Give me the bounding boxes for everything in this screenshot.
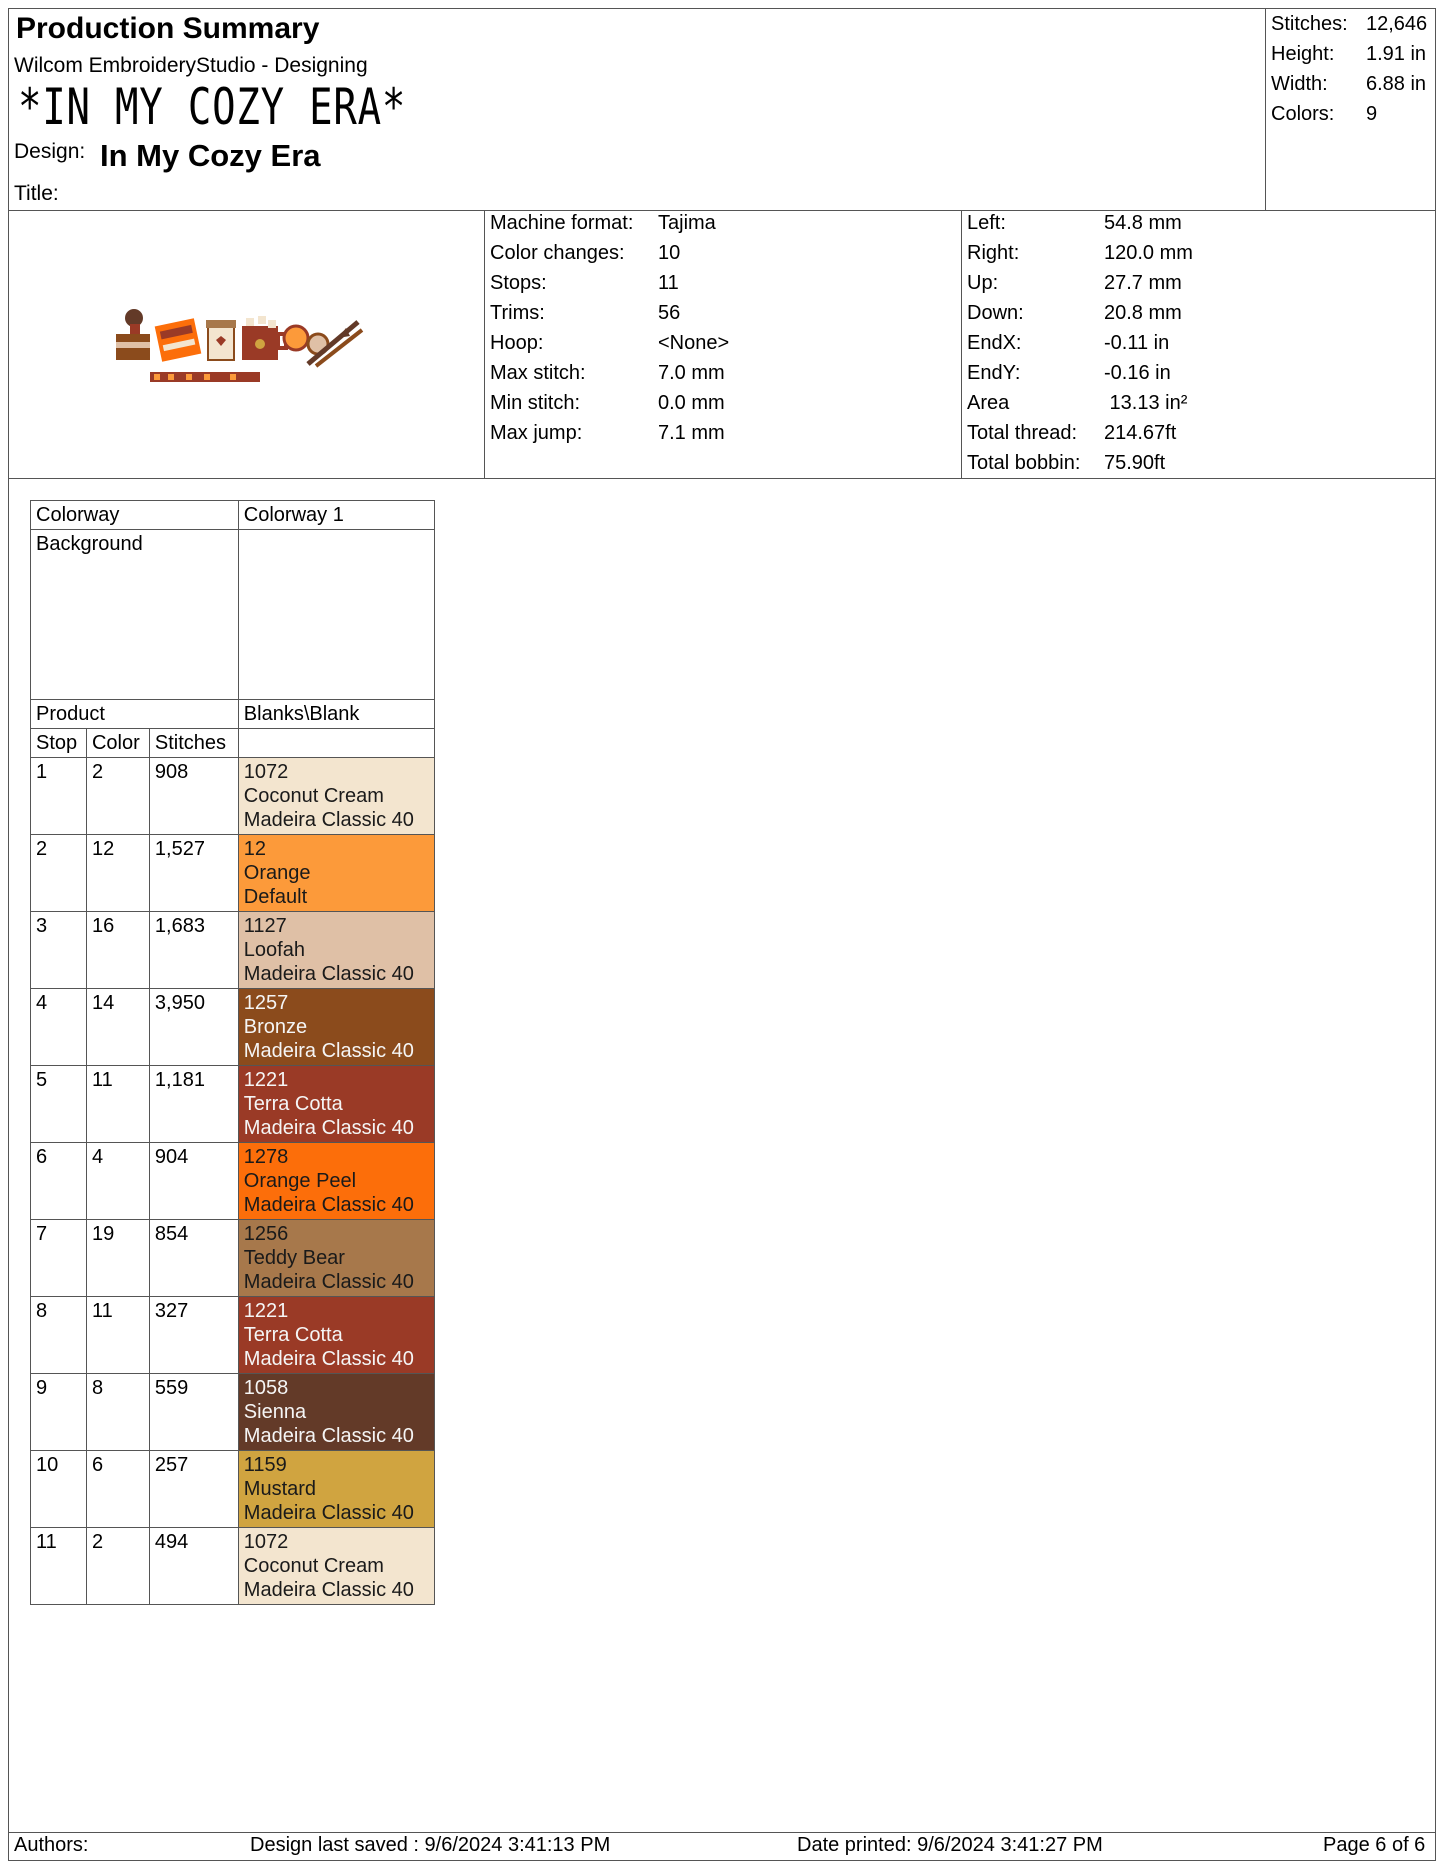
- footer-date-printed: Date printed: 9/6/2024 3:41:27 PM: [797, 1834, 1103, 1856]
- background-row: [31, 530, 435, 700]
- machine-row: [490, 331, 729, 355]
- extents-row: [967, 301, 1193, 325]
- thread-name: Terra Cotta: [243, 1093, 343, 1115]
- extents-row: [967, 241, 1193, 265]
- machine-label: Max jump:: [490, 422, 583, 444]
- summary-value: 9: [1366, 103, 1378, 125]
- footer-page-number: Page 6 of 6: [1323, 1834, 1426, 1856]
- background-swatch: [238, 530, 434, 700]
- thread-brand: Default: [243, 886, 308, 908]
- stop-cell: 7: [31, 1220, 87, 1297]
- extents-label: Left:: [967, 212, 1006, 234]
- machine-row: [490, 211, 729, 235]
- thread-name: Loofah: [243, 939, 305, 961]
- thread-code: 1221: [243, 1300, 289, 1322]
- thread-brand: Madeira Classic 40: [243, 1348, 414, 1370]
- color-cell: 8: [86, 1374, 149, 1451]
- machine-value: 0.0 mm: [658, 392, 725, 414]
- thread-header: [238, 729, 434, 758]
- colorway-table: [30, 500, 435, 1605]
- footer-authors: Authors:: [14, 1834, 89, 1856]
- extents-row: [967, 361, 1193, 385]
- thread-brand: Madeira Classic 40: [243, 809, 414, 831]
- thread-swatch: [238, 835, 434, 912]
- summary-value: 6.88 in: [1366, 73, 1427, 95]
- stitches-cell: 908: [149, 758, 238, 835]
- stitches-cell: 559: [149, 1374, 238, 1451]
- summary-label: Stitches:: [1271, 13, 1348, 35]
- machine-value: <None>: [658, 332, 730, 354]
- machine-label: Color changes:: [490, 242, 625, 264]
- machine-info: [490, 211, 729, 445]
- extents-value: 75.90ft: [1104, 452, 1166, 474]
- extents-label: EndY:: [967, 362, 1021, 384]
- thread-name: Sienna: [243, 1401, 307, 1423]
- stitches-cell: 327: [149, 1297, 238, 1374]
- extents-label: Right:: [967, 242, 1020, 264]
- extents-value: 20.8 mm: [1104, 302, 1182, 324]
- colorway-value: Colorway 1: [238, 501, 434, 530]
- summary-value: 1.91 in: [1366, 43, 1427, 65]
- extents-value: 120.0 mm: [1104, 242, 1193, 264]
- extents-value: 13.13 in²: [1104, 392, 1188, 414]
- stitches-cell: 1,683: [149, 912, 238, 989]
- stitches-cell: 494: [149, 1528, 238, 1605]
- stop-header: Stop: [31, 729, 87, 758]
- machine-value: 56: [658, 302, 681, 324]
- extents-label: Area: [967, 392, 1010, 414]
- thread-swatch: [238, 1297, 434, 1374]
- machine-row: [490, 391, 729, 415]
- extents-value: 54.8 mm: [1104, 212, 1182, 234]
- stitches-cell: 3,950: [149, 989, 238, 1066]
- machine-row: [490, 241, 729, 265]
- extents-info: [967, 211, 1193, 475]
- thread-brand: Madeira Classic 40: [243, 1040, 414, 1062]
- divider: [8, 478, 1436, 479]
- thread-swatch: [238, 912, 434, 989]
- summary-row: [1271, 102, 1427, 126]
- thread-swatch: [238, 1528, 434, 1605]
- thread-code: 1256: [243, 1223, 289, 1245]
- extents-row: [967, 211, 1193, 235]
- extents-row: [967, 331, 1193, 355]
- thread-name: Orange Peel: [243, 1170, 357, 1192]
- divider: [8, 1832, 1436, 1833]
- thread-swatch: [238, 1451, 434, 1528]
- thread-name: Coconut Cream: [243, 785, 384, 807]
- thread-brand: Madeira Classic 40: [243, 1502, 414, 1524]
- stop-cell: 1: [31, 758, 87, 835]
- summary-label: Width:: [1271, 73, 1328, 95]
- color-cell: 11: [86, 1066, 149, 1143]
- divider: [484, 210, 485, 478]
- design-preview-image: [112, 300, 382, 390]
- table-header-row: [31, 729, 435, 758]
- thread-swatch: [238, 1220, 434, 1297]
- machine-label: Max stitch:: [490, 362, 586, 384]
- color-cell: 6: [86, 1451, 149, 1528]
- thread-code: 1127: [243, 915, 287, 937]
- thread-code: 1058: [243, 1377, 289, 1399]
- color-cell: 19: [86, 1220, 149, 1297]
- extents-label: Total thread:: [967, 422, 1078, 444]
- table-row: [31, 835, 435, 912]
- extents-row: [967, 391, 1193, 415]
- thread-brand: Madeira Classic 40: [243, 1194, 414, 1216]
- machine-label: Trims:: [490, 302, 545, 324]
- thread-code: 1257: [243, 992, 289, 1014]
- thread-code: 1221: [243, 1069, 289, 1091]
- summary-row: [1271, 42, 1427, 66]
- thread-brand: Madeira Classic 40: [243, 1579, 414, 1601]
- color-cell: 11: [86, 1297, 149, 1374]
- table-row: [31, 989, 435, 1066]
- machine-value: 11: [658, 272, 679, 294]
- colorway-label: Colorway: [31, 501, 239, 530]
- machine-label: Stops:: [490, 272, 547, 294]
- thread-brand: Madeira Classic 40: [243, 963, 414, 985]
- table-row: [31, 1528, 435, 1605]
- machine-label: Min stitch:: [490, 392, 581, 414]
- machine-value: Tajima: [658, 212, 716, 234]
- product-value: Blanks\Blank: [238, 700, 434, 729]
- machine-row: [490, 421, 729, 445]
- stitches-cell: 904: [149, 1143, 238, 1220]
- stop-cell: 3: [31, 912, 87, 989]
- extents-row: [967, 421, 1193, 445]
- extents-label: Down:: [967, 302, 1024, 324]
- page-title: Production Summary: [16, 12, 320, 45]
- design-title-lettering: *IN MY COZY ERA*: [18, 78, 407, 136]
- thread-code: 1278: [243, 1146, 289, 1168]
- footer-last-saved: Design last saved : 9/6/2024 3:41:13 PM: [250, 1834, 611, 1856]
- stitches-cell: 854: [149, 1220, 238, 1297]
- design-name: In My Cozy Era: [100, 138, 321, 173]
- thread-code: 12: [243, 838, 267, 860]
- divider: [1265, 8, 1266, 210]
- color-header: Color: [86, 729, 149, 758]
- color-cell: 16: [86, 912, 149, 989]
- summary-block: [1271, 12, 1427, 126]
- extents-row: [967, 271, 1193, 295]
- stitches-header: Stitches: [149, 729, 238, 758]
- machine-row: [490, 301, 729, 325]
- table-row: [31, 1220, 435, 1297]
- color-cell: 4: [86, 1143, 149, 1220]
- stop-cell: 6: [31, 1143, 87, 1220]
- product-label: Product: [31, 700, 239, 729]
- product-row: [31, 700, 435, 729]
- colorway-row: [31, 501, 435, 530]
- machine-value: 7.1 mm: [658, 422, 725, 444]
- summary-value: 12,646: [1366, 13, 1428, 35]
- thread-code: 1072: [243, 1531, 289, 1553]
- thread-brand: Madeira Classic 40: [243, 1425, 414, 1447]
- summary-row: [1271, 72, 1427, 96]
- thread-code: 1072: [243, 761, 289, 783]
- summary-label: Colors:: [1271, 103, 1335, 125]
- extents-value: 27.7 mm: [1104, 272, 1182, 294]
- title-label: Title:: [14, 182, 59, 205]
- machine-row: [490, 271, 729, 295]
- table-row: [31, 1297, 435, 1374]
- thread-name: Teddy Bear: [243, 1247, 345, 1269]
- stitches-cell: 257: [149, 1451, 238, 1528]
- thread-code: 1159: [243, 1454, 287, 1476]
- stop-cell: 9: [31, 1374, 87, 1451]
- divider: [961, 210, 962, 478]
- thread-name: Terra Cotta: [243, 1324, 343, 1346]
- software-name: Wilcom EmbroideryStudio - Designing: [14, 54, 368, 77]
- stop-cell: 11: [31, 1528, 87, 1605]
- extents-value: 214.67ft: [1104, 422, 1177, 444]
- table-row: [31, 912, 435, 989]
- extents-label: EndX:: [967, 332, 1022, 354]
- machine-row: [490, 361, 729, 385]
- stop-cell: 4: [31, 989, 87, 1066]
- color-cell: 2: [86, 758, 149, 835]
- thread-swatch: [238, 1066, 434, 1143]
- thread-name: Bronze: [243, 1016, 308, 1038]
- stop-cell: 2: [31, 835, 87, 912]
- stop-cell: 8: [31, 1297, 87, 1374]
- thread-swatch: [238, 758, 434, 835]
- extents-row: [967, 451, 1193, 475]
- thread-brand: Madeira Classic 40: [243, 1117, 414, 1139]
- design-label: Design:: [14, 140, 86, 163]
- stitches-cell: 1,527: [149, 835, 238, 912]
- summary-label: Height:: [1271, 43, 1335, 65]
- machine-value: 10: [658, 242, 681, 264]
- thread-swatch: [238, 1374, 434, 1451]
- thread-brand: Madeira Classic 40: [243, 1271, 414, 1293]
- extents-label: Total bobbin:: [967, 452, 1081, 474]
- extents-value: -0.11 in: [1104, 332, 1170, 354]
- color-cell: 2: [86, 1528, 149, 1605]
- table-row: [31, 1451, 435, 1528]
- thread-name: Coconut Cream: [243, 1555, 384, 1577]
- color-cell: 14: [86, 989, 149, 1066]
- background-label: Background: [31, 530, 239, 700]
- machine-label: Hoop:: [490, 332, 544, 354]
- table-row: [31, 1143, 435, 1220]
- thread-swatch: [238, 1143, 434, 1220]
- table-row: [31, 758, 435, 835]
- stitches-cell: 1,181: [149, 1066, 238, 1143]
- extents-label: Up:: [967, 272, 999, 294]
- thread-name: Mustard: [243, 1478, 317, 1500]
- table-row: [31, 1374, 435, 1451]
- color-cell: 12: [86, 835, 149, 912]
- extents-value: -0.16 in: [1104, 362, 1171, 384]
- table-row: [31, 1066, 435, 1143]
- machine-label: Machine format:: [490, 212, 634, 234]
- stop-cell: 10: [31, 1451, 87, 1528]
- thread-swatch: [238, 989, 434, 1066]
- machine-value: 7.0 mm: [658, 362, 725, 384]
- stop-cell: 5: [31, 1066, 87, 1143]
- summary-row: [1271, 12, 1427, 36]
- thread-name: Orange: [243, 862, 311, 884]
